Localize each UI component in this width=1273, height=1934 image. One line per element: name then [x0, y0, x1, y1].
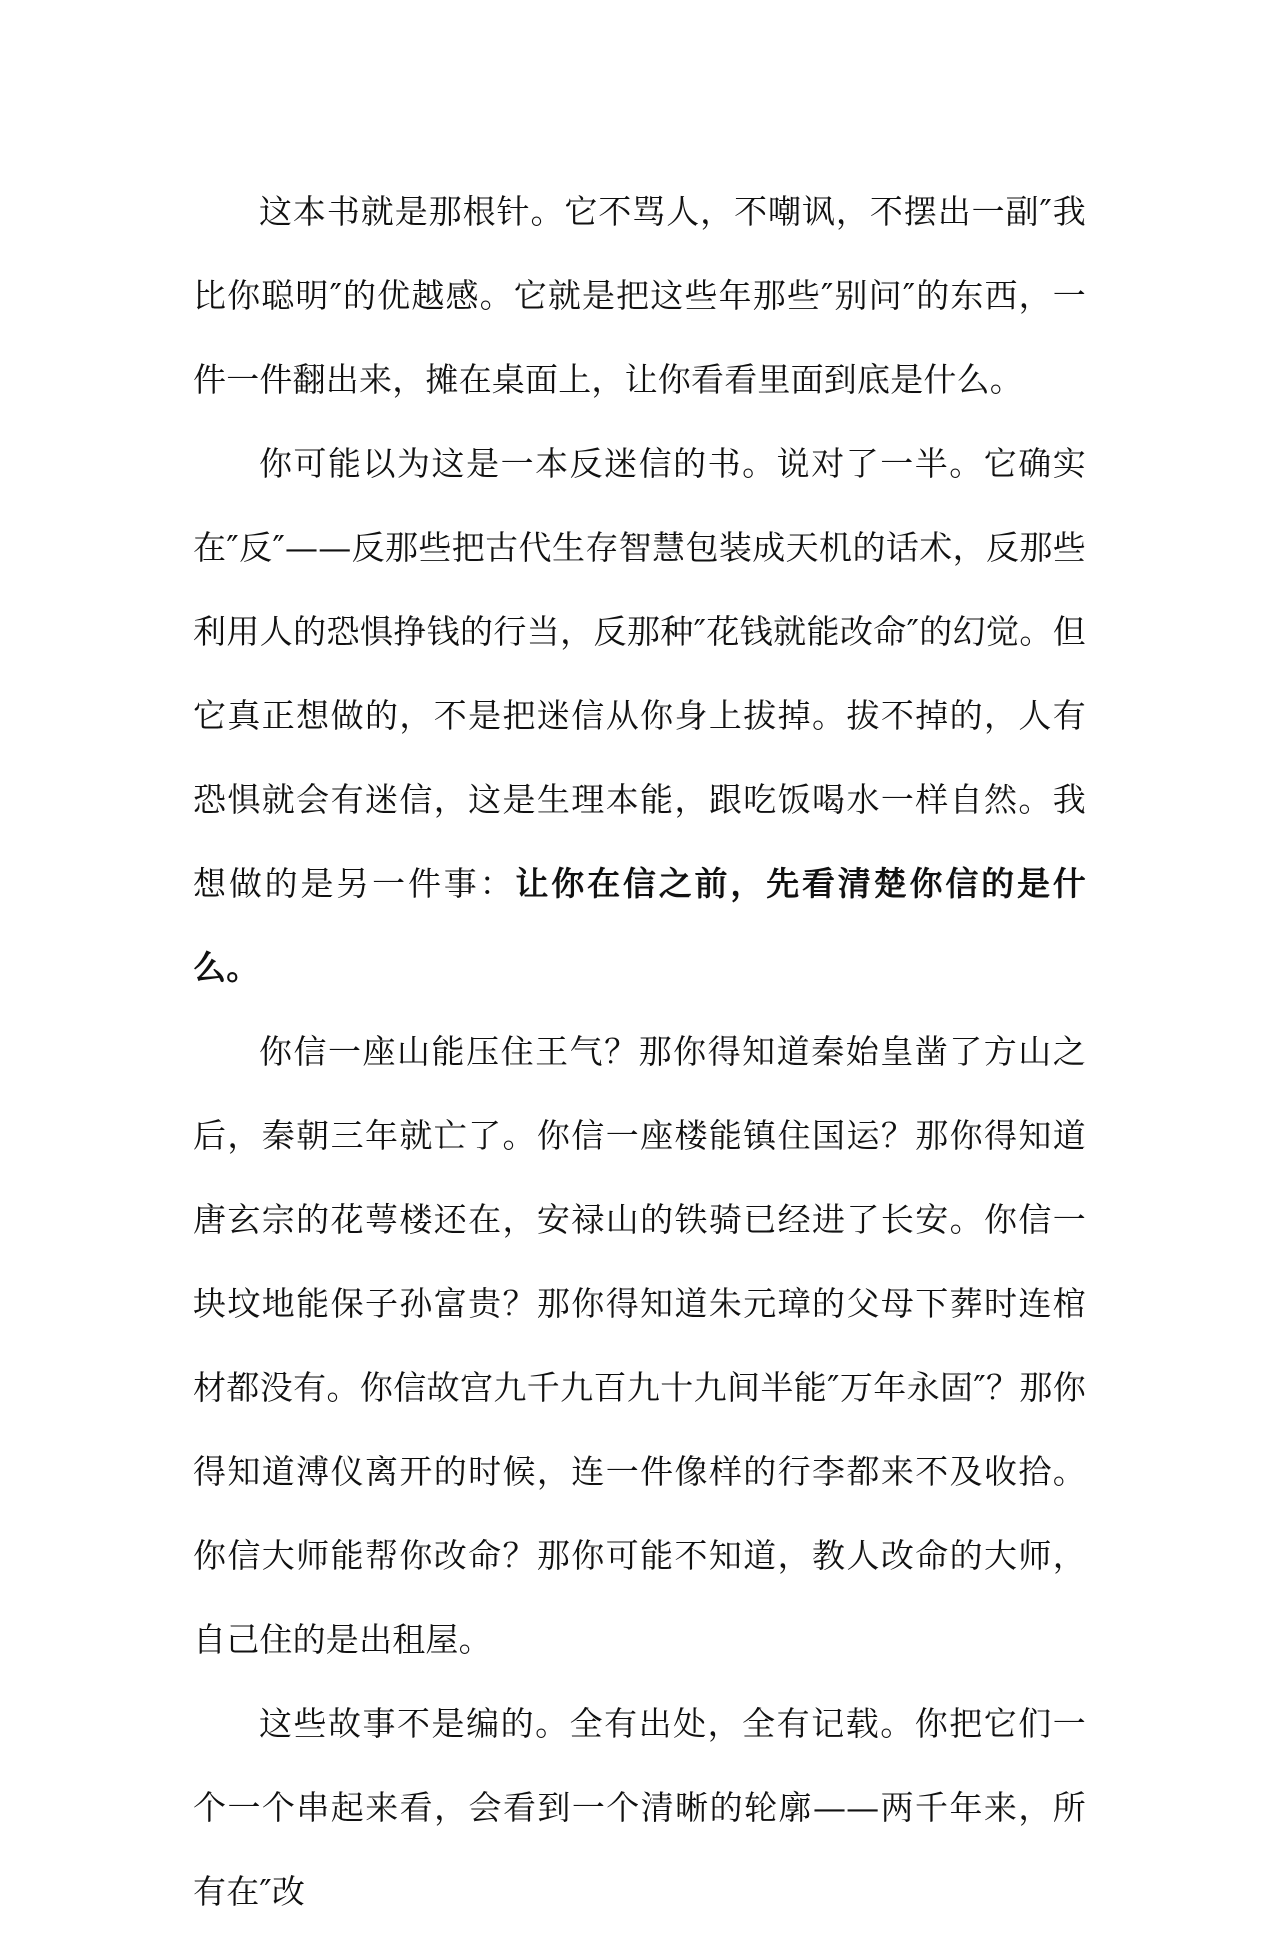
paragraph-1 [193, 170, 1086, 422]
paragraph-4-text: 这些故事不是编的。全有出处，全有记载。你把它们一个一个串起来看，会看到一个清晰的轮廓——两千年来，所有在″改 [193, 1704, 1086, 1911]
document-page [193, 170, 1086, 1934]
paragraph-2-text: 你可能以为这是一本反迷信的书。说对了一半。它确实在″反″——反那些把古代生存智慧包装成天机的话术，反那些利用人的恐惧挣钱的行当，反那种″花钱就能改命″的幻觉。但它真正想做的，不是把迷信从你身上拔掉。拔不掉的，人有恐惧就会有迷信，这是生理本能，跟吃饭喝水一样自然。我想做的是另一件事： [193, 444, 1086, 903]
paragraph-3 [193, 1010, 1086, 1682]
paragraph-4 [193, 1682, 1086, 1934]
paragraph-1-text: 这本书就是那根针。它不骂人，不嘲讽，不摆出一副″我比你聪明″的优越感。它就是把这些年那些″别问″的东西，一件一件翻出来，摊在桌面上，让你看看里面到底是什么。 [193, 192, 1086, 399]
paragraph-2 [193, 422, 1086, 1010]
paragraph-3-text: 你信一座山能压住王气？那你得知道秦始皇凿了方山之后，秦朝三年就亡了。你信一座楼能镇住国运？那你得知道唐玄宗的花萼楼还在，安禄山的铁骑已经进了长安。你信一块坟地能保子孙富贵？那你得知道朱元璋的父母下葬时连棺材都没有。你信故宫九千九百九十九间半能″万年永固″？那你得知道溥仪离开的时候，连一件像样的行李都来不及收拾。你信大师能帮你改命？那你可能不知道，教人改命的大师，自己住的是出租屋。 [193, 1032, 1086, 1659]
paragraph-2-bold-text: 让你在信之前，先看清楚你信的是什么。 [193, 864, 1086, 987]
